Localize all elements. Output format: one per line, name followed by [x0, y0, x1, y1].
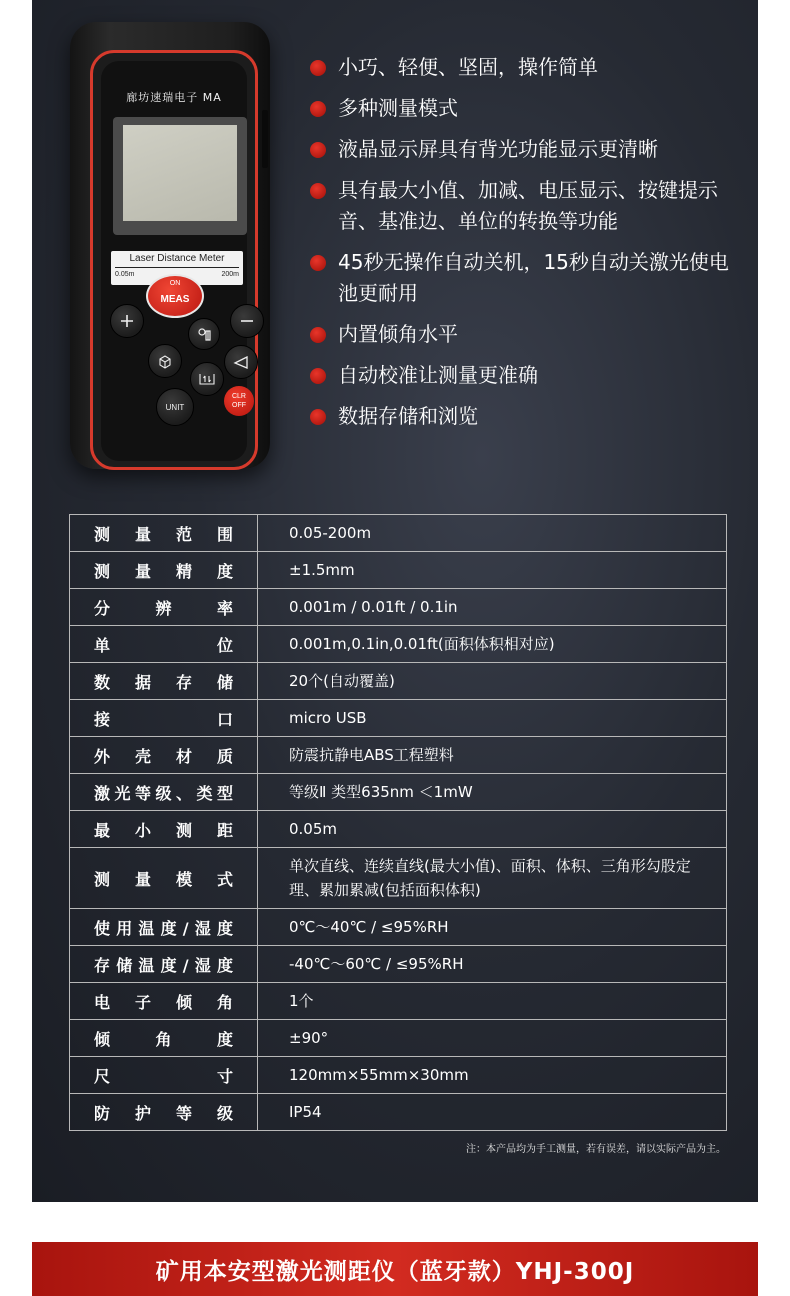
- spec-label: 分辨率: [70, 589, 258, 626]
- spec-label: 防护等级: [70, 1094, 258, 1131]
- feature-item: [308, 175, 748, 237]
- device-label-title: Laser Distance Meter: [129, 253, 225, 264]
- table-row: [70, 663, 727, 700]
- spec-value: ±90°: [258, 1020, 727, 1057]
- bullet-icon: [310, 255, 326, 271]
- table-row: [70, 1094, 727, 1131]
- spec-table: [69, 514, 727, 1131]
- unit-button: UNIT: [156, 388, 194, 426]
- feature-text: 45秒无操作自动关机，15秒自动关激光使电池更耐用: [338, 250, 729, 305]
- table-row: [70, 909, 727, 946]
- clr-off-button: [224, 386, 254, 416]
- spec-label: 使用温度/湿度: [70, 909, 258, 946]
- bullet-icon: [310, 60, 326, 76]
- table-row: [70, 1057, 727, 1094]
- spec-label: 接口: [70, 700, 258, 737]
- reference-icon: [198, 372, 216, 386]
- feature-text: 数据存储和浏览: [338, 404, 478, 428]
- spec-label: 数据存储: [70, 663, 258, 700]
- spec-value: 120mm×55mm×30mm: [258, 1057, 727, 1094]
- bullet-icon: [310, 183, 326, 199]
- table-row: [70, 774, 727, 811]
- backlight-button: [188, 318, 220, 350]
- plus-icon: [119, 313, 135, 329]
- spec-label: 倾角度: [70, 1020, 258, 1057]
- feature-text: 多种测量模式: [338, 96, 458, 120]
- clr-label: CLR: [231, 393, 246, 400]
- feature-item: [308, 93, 748, 124]
- feature-text: 具有最大小值、加减、电压显示、按键提示音、基准边、单位的转换等功能: [338, 178, 718, 233]
- table-row: [70, 1020, 727, 1057]
- feature-item: [308, 247, 748, 309]
- spec-label: 尺寸: [70, 1057, 258, 1094]
- product-detail-panel: [32, 0, 758, 1202]
- lcd-bezel: [113, 117, 247, 235]
- spec-value: 0℃～40℃ / ≤95%RH: [258, 909, 727, 946]
- table-row: [70, 946, 727, 983]
- meas-on-label: ON: [169, 280, 181, 287]
- bullet-icon: [310, 327, 326, 343]
- table-row: [70, 811, 727, 848]
- table-row: [70, 848, 727, 909]
- spec-value: 防震抗静电ABS工程塑料: [258, 737, 727, 774]
- spec-label: 激光等级、类型: [70, 774, 258, 811]
- spec-label: 电子倾角: [70, 983, 258, 1020]
- spec-label: 测量范围: [70, 515, 258, 552]
- scale-min-text: 0.05m: [115, 271, 135, 278]
- spec-label: 存储温度/湿度: [70, 946, 258, 983]
- table-row: [70, 589, 727, 626]
- reference-button: [190, 362, 224, 396]
- lcd-screen: [123, 125, 237, 221]
- cube-icon: [157, 353, 173, 369]
- table-row: [70, 700, 727, 737]
- spec-value: -40℃～60℃ / ≤95%RH: [258, 946, 727, 983]
- feature-list: [308, 52, 748, 442]
- spec-value: 20个(自动覆盖): [258, 663, 727, 700]
- spec-value: 0.05-200m: [258, 515, 727, 552]
- spec-value: 0.001m / 0.01ft / 0.1in: [258, 589, 727, 626]
- laser-distance-meter-image: [70, 22, 270, 469]
- minus-button: [230, 304, 264, 338]
- spec-value: 1个: [258, 983, 727, 1020]
- spec-value: ±1.5mm: [258, 552, 727, 589]
- spec-value: 0.05m: [258, 811, 727, 848]
- feature-text: 液晶显示屏具有背光功能显示更清晰: [338, 137, 658, 161]
- table-row: [70, 515, 727, 552]
- bullet-icon: [310, 368, 326, 384]
- triangle-icon: [233, 354, 249, 370]
- table-row: [70, 626, 727, 663]
- spec-value: 单次直线、连续直线(最大小值)、面积、体积、三角形勾股定理、累加累减(包括面积体积): [258, 848, 727, 909]
- bulb-icon: [196, 326, 212, 342]
- bullet-icon: [310, 101, 326, 117]
- meas-button: [146, 274, 204, 318]
- feature-item: [308, 319, 748, 350]
- spec-value: 0.001m,0.1in,0.01ft(面积体积相对应): [258, 626, 727, 663]
- feature-item: [308, 52, 748, 83]
- feature-item: [308, 401, 748, 432]
- area-volume-button: [148, 344, 182, 378]
- spec-label: 单位: [70, 626, 258, 663]
- spec-label: 最小测距: [70, 811, 258, 848]
- disclaimer-note: 注：本产品均为手工测量，若有误差，请以实际产品为主。: [466, 1144, 726, 1155]
- spec-value: micro USB: [258, 700, 727, 737]
- side-grip: [262, 110, 268, 168]
- feature-item: [308, 360, 748, 391]
- table-row: [70, 552, 727, 589]
- table-row: [70, 983, 727, 1020]
- spec-label: 测量模式: [70, 848, 258, 909]
- spec-value: IP54: [258, 1094, 727, 1131]
- spec-label: 测量精度: [70, 552, 258, 589]
- plus-button: [110, 304, 144, 338]
- spec-value: 等级Ⅱ 类型635nm ＜1mW: [258, 774, 727, 811]
- product-title-banner: 矿用本安型激光测距仪（蓝牙款）YHJ-300J: [32, 1242, 758, 1296]
- triangle-button: [224, 345, 258, 379]
- feature-text: 自动校准让测量更准确: [338, 363, 538, 387]
- scale-max-text: 200m: [221, 271, 239, 278]
- table-row: [70, 737, 727, 774]
- spec-label: 外壳材质: [70, 737, 258, 774]
- device-brand-text: 廊坊速瑞电子 MA: [126, 91, 222, 104]
- feature-text: 内置倾角水平: [338, 322, 458, 346]
- meas-label: MEAS: [160, 294, 190, 305]
- feature-item: [308, 134, 748, 165]
- bullet-icon: [310, 142, 326, 158]
- minus-icon: [239, 313, 255, 329]
- bullet-icon: [310, 409, 326, 425]
- feature-text: 小巧、轻便、坚固，操作简单: [338, 55, 598, 79]
- off-label: OFF: [232, 402, 246, 409]
